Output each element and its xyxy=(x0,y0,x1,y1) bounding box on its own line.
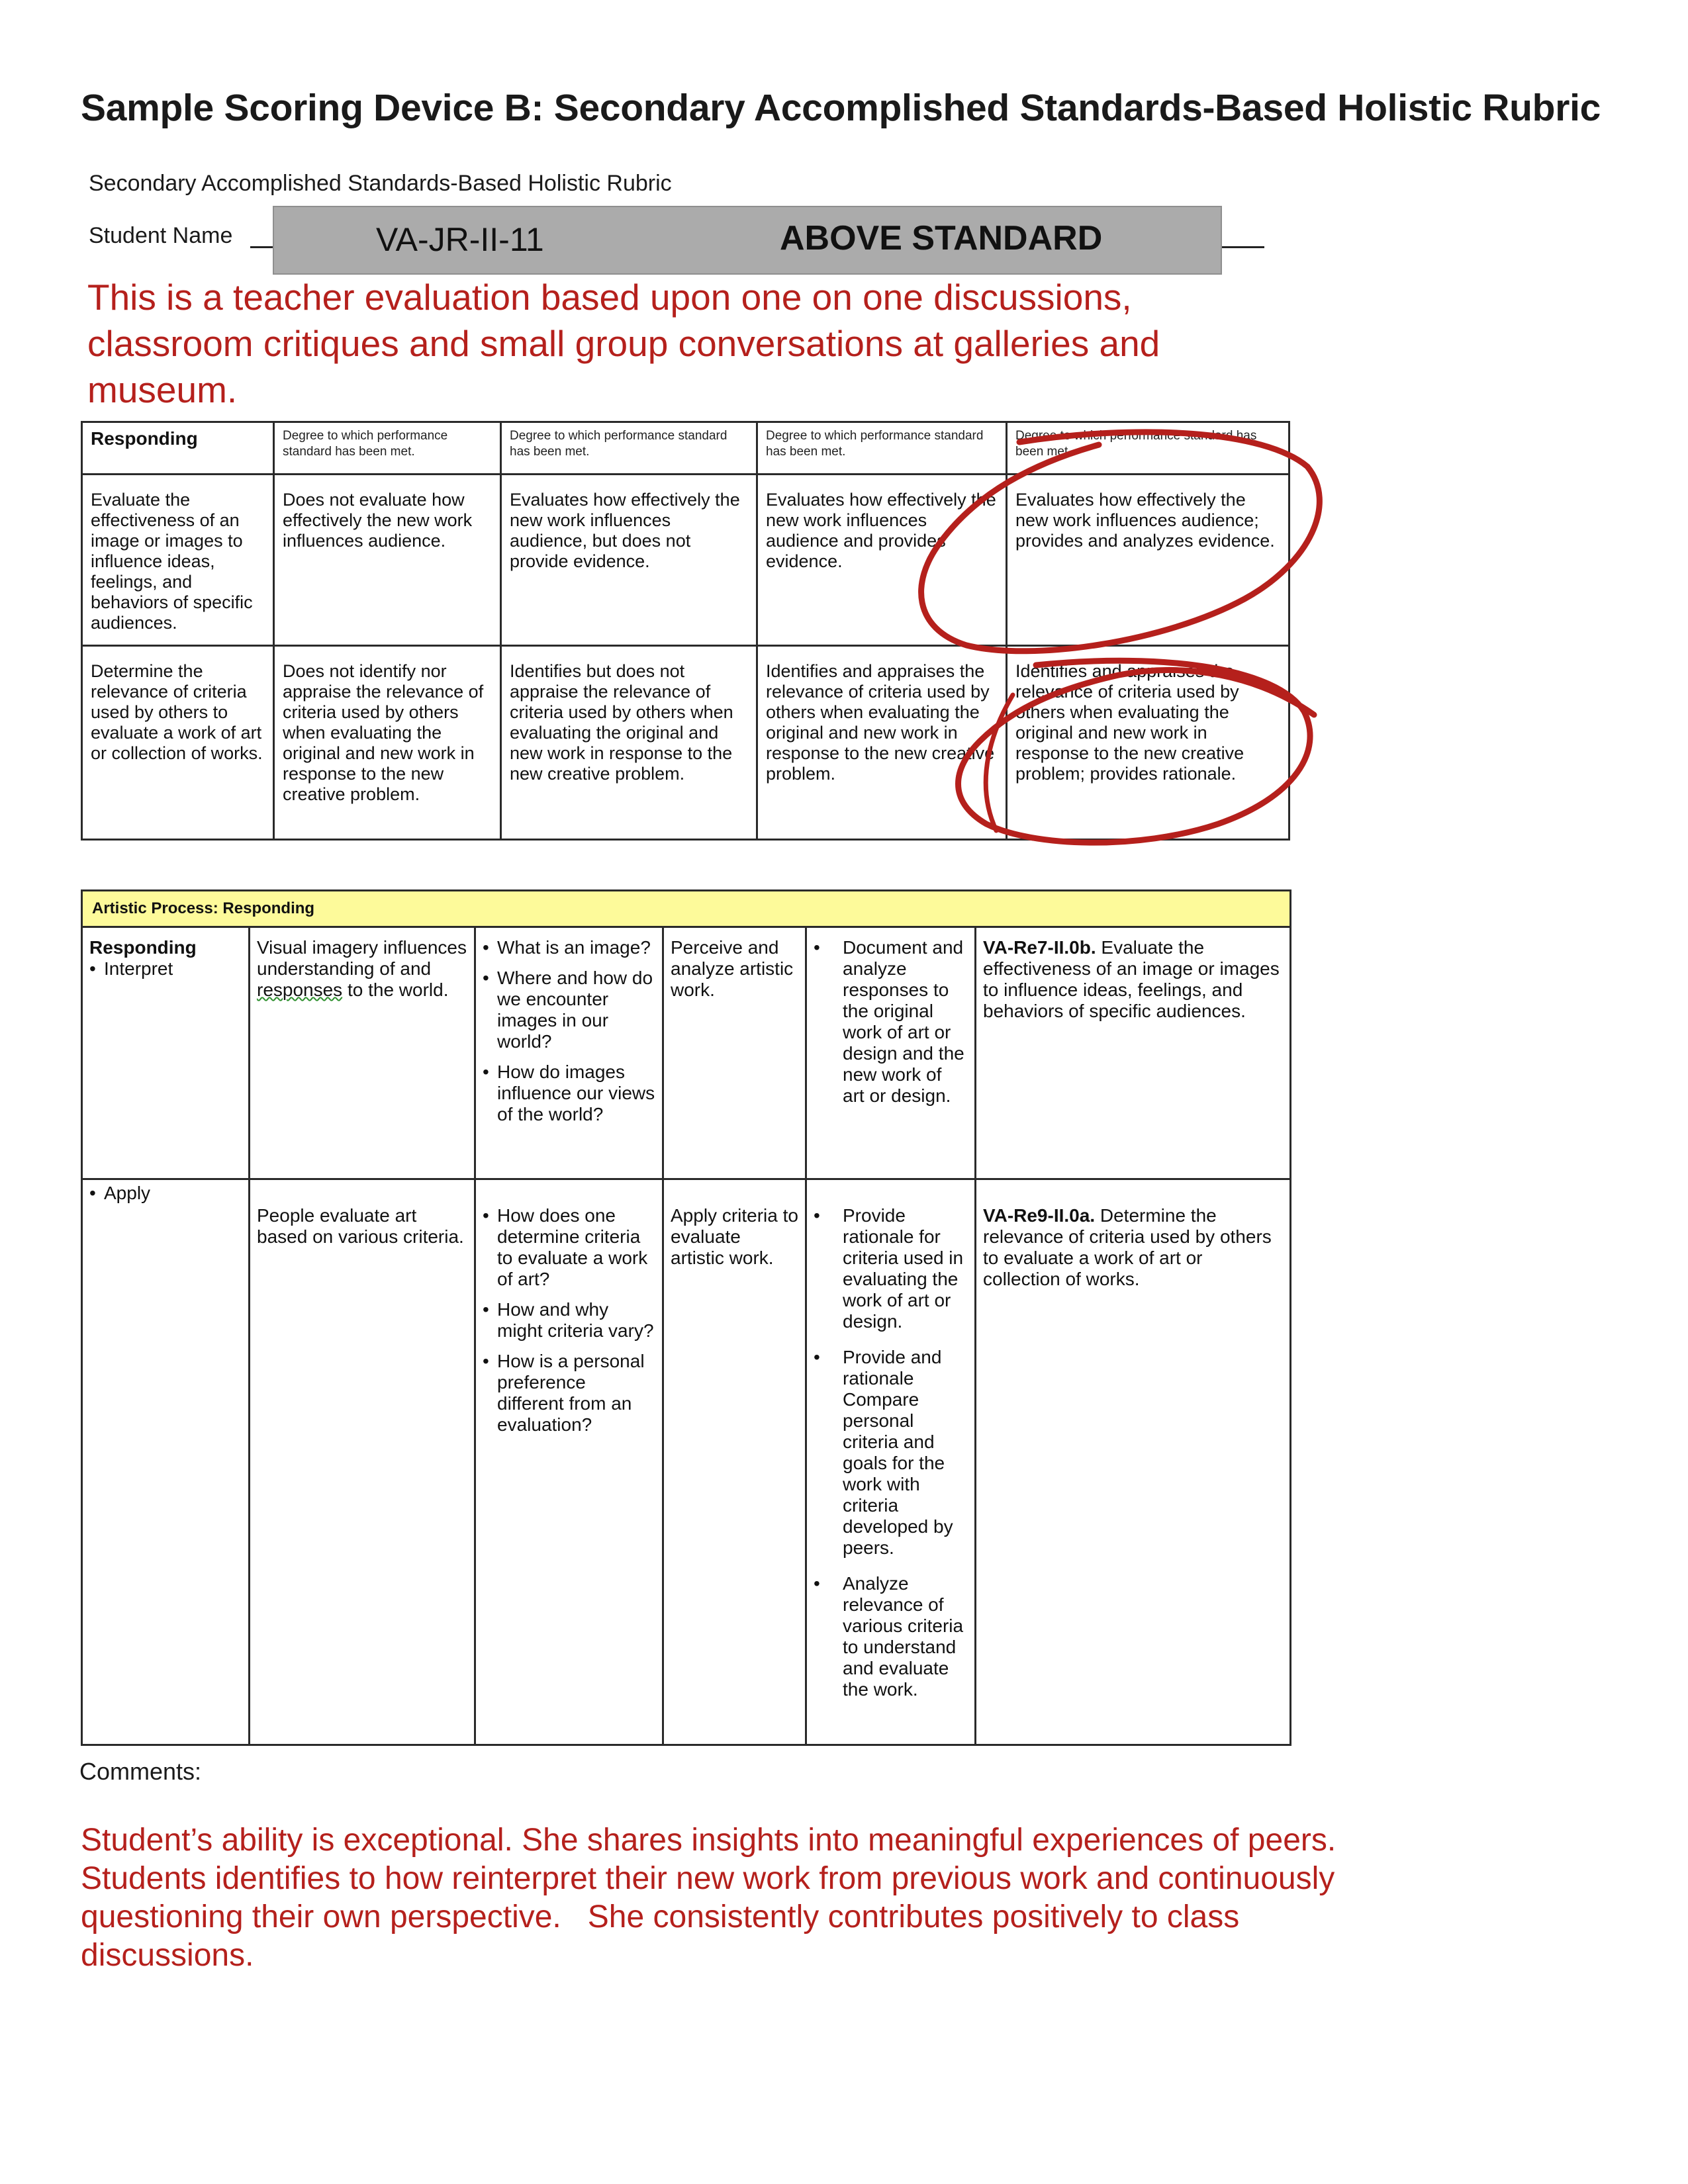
evidence-cell xyxy=(806,927,976,1179)
bullet: • xyxy=(814,1205,820,1226)
page-title: Sample Scoring Device B: Secondary Accomplished Standards-Based Holistic Rubric xyxy=(81,87,1601,129)
rubric-level-cell: Identifies but does not appraise the relevance of criteria used by others when evaluating the original and new work in response to the new creative problem. xyxy=(501,646,757,840)
evidence-cell xyxy=(806,1179,976,1745)
rubric-criterion: Determine the relevance of criteria used by others to evaluate a work of art or collection of works. xyxy=(82,646,274,840)
rubric-category: Responding xyxy=(82,422,274,475)
question: What is an image? xyxy=(497,937,651,958)
bullet: • xyxy=(483,1351,489,1371)
degree-header: Degree to which performance standard has been met. xyxy=(757,422,1007,475)
evidence-item: Provide and rationale Compare personal criteria and goals for the work with criteria developed by peers. xyxy=(843,1347,953,1558)
rubric-level-cell: Evaluates how effectively the new work influences audience and provides evidence. xyxy=(757,475,1007,646)
standard-code: VA-Re7-II.0b. xyxy=(983,937,1096,958)
student-name-underline xyxy=(250,246,273,248)
bullet: • xyxy=(814,1573,820,1594)
bullet: • xyxy=(483,1299,489,1320)
bullet: • xyxy=(89,958,96,979)
performance-standard xyxy=(976,927,1291,1179)
standard-code: VA-Re9-II.0a. xyxy=(983,1205,1096,1226)
process-row-apply xyxy=(82,1179,1291,1745)
student-id: VA-JR-II-11 xyxy=(376,221,544,258)
rubric-subtitle: Secondary Accomplished Standards-Based Holistic Rubric xyxy=(89,171,672,196)
process-banner: Artistic Process: Responding xyxy=(82,891,1291,927)
essential-questions xyxy=(475,927,663,1179)
spellcheck-flagged-word: responses xyxy=(257,979,343,1000)
bullet: • xyxy=(483,968,489,988)
question: How is a personal preference different from an evaluation? xyxy=(497,1351,645,1435)
rubric-row xyxy=(82,646,1289,840)
question: Where and how do we encounter images in our world? xyxy=(497,968,653,1052)
rubric-level-cell: Evaluates how effectively the new work influences audience, but does not provide evidence. xyxy=(501,475,757,646)
artistic-process-table xyxy=(81,889,1291,1746)
component-cell xyxy=(82,927,250,1179)
rubric-level-cell-selected: Evaluates how effectively the new work influences audience; provides and analyzes evidence. xyxy=(1007,475,1289,646)
standard-text: Evaluate the effectiveness of an image or images to influence ideas, feelings, and behaviors of specific audiences. xyxy=(983,937,1280,1021)
rubric-level-cell-selected: Identifies and appraises the relevance of criteria used by others when evaluating the original and new work in response to the new creative problem; provides rationale. xyxy=(1007,646,1289,840)
student-name-underline-end xyxy=(1222,246,1264,248)
comments-label: Comments: xyxy=(79,1758,202,1785)
process-row-interpret xyxy=(82,927,1291,1179)
process-banner-row xyxy=(82,891,1291,927)
bullet: • xyxy=(814,1347,820,1367)
understanding-text-end: to the world. xyxy=(342,979,449,1000)
component-label: Interpret xyxy=(104,958,173,979)
enduring-understanding: People evaluate art based on various criteria. xyxy=(250,1179,475,1745)
teacher-comments: Student’s ability is exceptional. She shares insights into meaningful experiences of peers. Students identifies to how reinterpret their new work from previous work and continuously questioning their own perspective. She consistently contributes positively to class discussions. xyxy=(81,1823,1363,1973)
essential-questions xyxy=(475,1179,663,1745)
holistic-rubric-table xyxy=(81,421,1290,841)
evidence-item: Analyze relevance of various criteria to understand and evaluate the work. xyxy=(843,1573,964,1700)
student-name-label: Student Name xyxy=(89,223,233,248)
rubric-row xyxy=(82,475,1289,646)
question: How do images influence our views of the world? xyxy=(497,1062,655,1124)
bullet: • xyxy=(483,1062,489,1082)
degree-header: Degree to which performance standard has been met. xyxy=(501,422,757,475)
component-cell xyxy=(82,1179,250,1745)
rubric-level-cell: Identifies and appraises the relevance of criteria used by others when evaluating the original and new work in response to the new creative problem. xyxy=(757,646,1007,840)
component-label: Apply xyxy=(104,1183,151,1203)
bullet: • xyxy=(814,937,820,958)
performance-standard xyxy=(976,1179,1291,1745)
rubric-level-cell: Does not evaluate how effectively the new work influences audience. xyxy=(274,475,501,646)
rubric-criterion: Evaluate the effectiveness of an image or images to influence ideas, feelings, and behaviors of specific audiences. xyxy=(82,475,274,646)
standard-text: Determine the relevance of criteria used by others to evaluate a work of art or collection of works. xyxy=(983,1205,1272,1289)
rubric-level-cell: Does not identify nor appraise the relevance of criteria used by others when evaluating the original and new work in response to the new creative problem. xyxy=(274,646,501,840)
question: How and why might criteria vary? xyxy=(497,1299,654,1341)
degree-header: Degree to which performance standard has been met. xyxy=(1007,422,1289,475)
rubric-header-row xyxy=(82,422,1289,475)
evidence-item: Document and analyze responses to the original work of art or design and the new work of art or design. xyxy=(843,937,964,1106)
bullet: • xyxy=(483,937,489,958)
degree-header: Degree to which performance standard has been met. xyxy=(274,422,501,475)
question: How does one determine criteria to evaluate a work of art? xyxy=(497,1205,648,1289)
evidence-item: Provide rationale for criteria used in evaluating the work of art or design. xyxy=(843,1205,964,1332)
teacher-note: This is a teacher evaluation based upon one on one discussions, classroom critiques and small group conversations at galleries and museum. xyxy=(87,277,1160,410)
process-category: Responding xyxy=(89,937,197,958)
understanding-text: Visual imagery influences understanding of and xyxy=(257,937,467,979)
bullet: • xyxy=(89,1183,96,1203)
bullet: • xyxy=(483,1205,489,1226)
student-score-level: ABOVE STANDARD xyxy=(780,219,1103,257)
enduring-understanding xyxy=(250,927,475,1179)
process-component: Apply criteria to evaluate artistic work. xyxy=(663,1179,806,1745)
process-component: Perceive and analyze artistic work. xyxy=(663,927,806,1179)
